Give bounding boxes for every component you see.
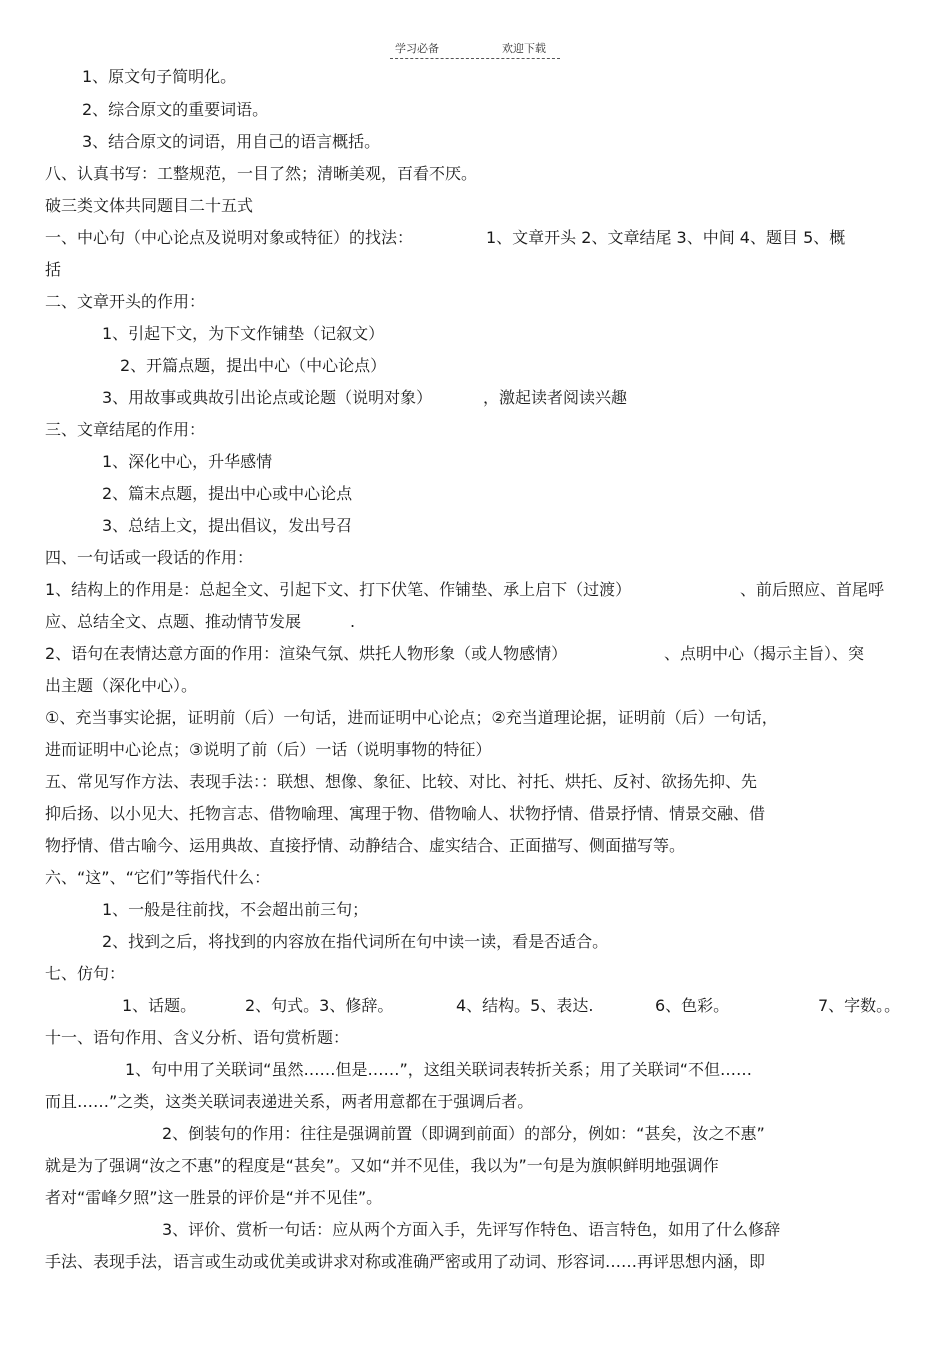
text-line: 、前后照应、首尾呼 <box>740 580 885 599</box>
text-line: 八、认真书写：工整规范，一目了然；清晰美观，百看不厌。 <box>45 164 478 183</box>
text-line: 2、语句在表情达意方面的作用：渲染气氛、烘托人物形象（或人物感情） <box>45 644 568 663</box>
text-line: 2、综合原文的重要词语。 <box>82 100 269 119</box>
text-line: 物抒情、借古喻今、运用典故、直接抒情、动静结合、虚实结合、正面描写、侧面描写等。 <box>45 836 686 855</box>
text-line: 者对“雷峰夕照”这一胜景的评价是“并不见佳”。 <box>45 1188 383 1207</box>
text-line: 进而证明中心论点；③说明了前（后）一话（说明事物的特征） <box>45 740 492 759</box>
text-line: 五、常见写作方法、表现手法：：联想、想像、象征、比较、对比、衬托、烘托、反衬、欲扬先抑、先 <box>45 772 758 791</box>
text-line: 破三类文体共同题目二十五式 <box>45 196 254 215</box>
text-line: 三、文章结尾的作用： <box>45 420 206 439</box>
text-line: 一、中心句（中心论点及说明对象或特征）的找法： <box>45 228 414 247</box>
text-line: 括 <box>45 260 62 279</box>
text-line: 1、一般是往前找，不会超出前三句； <box>102 900 369 919</box>
text-line: 就是为了强调“汝之不惠”的程度是“甚矣”。又如“并不见佳，我以为”一句是为旗帜鲜明地强调作 <box>45 1156 719 1175</box>
text-line: 1、结构上的作用是：总起全文、引起下文、打下伏笔、作铺垫、承上启下（过渡） <box>45 580 632 599</box>
text-line: 3、用故事或典故引出论点或论题（说明对象） <box>102 388 433 407</box>
text-line: 1、引起下文，为下文作铺垫（记叙文） <box>102 324 385 343</box>
text-line: 六、“这”、“它们”等指代什么： <box>45 868 271 887</box>
text-line: 2、句式。3、修辞。 <box>245 996 394 1015</box>
text-line: 出主题（深化中心）。 <box>45 676 198 695</box>
text-line: 二、文章开头的作用： <box>45 292 206 311</box>
text-line: 3、评价、赏析一句话：应从两个方面入手，先评写作特色、语言特色，如用了什么修辞 <box>162 1220 781 1239</box>
text-line: 3、结合原文的词语，用自己的语言概括。 <box>82 132 381 151</box>
text-line: 、点明中心（揭示主旨）、突 <box>664 644 865 663</box>
text-line: 应、总结全文、点题、推动情节发展 <box>45 612 302 631</box>
text-line: 而且……”之类，这类关联词表递进关系，两者用意都在于强调后者。 <box>45 1092 534 1111</box>
text-line: 1、深化中心，升华感情 <box>102 452 273 471</box>
text-line: 七、仿句： <box>45 964 126 983</box>
text-line: 1、话题。 <box>122 996 197 1015</box>
text-line: 十一、语句作用、含义分析、语句赏析题： <box>45 1028 350 1047</box>
header-left-text: 学习必备 <box>395 42 439 55</box>
text-line: 6、色彩。 <box>655 996 730 1015</box>
text-line: ，激起读者阅读兴趣 <box>483 388 628 407</box>
text-line: 3、总结上文，提出倡议，发出号召 <box>102 516 353 535</box>
text-line: 抑后扬、以小见大、托物言志、借物喻理、寓理于物、借物喻人、状物抒情、借景抒情、情景交融、借 <box>45 804 766 823</box>
page-header <box>390 38 560 59</box>
text-line: 2、开篇点题，提出中心（中心论点） <box>120 356 387 375</box>
text-line: . <box>350 612 356 631</box>
text-line: 1、原文句子简明化。 <box>82 67 237 86</box>
text-line: 2、倒装句的作用：往往是强调前置（即调到前面）的部分，例如：“甚矣，汝之不惠” <box>162 1124 765 1143</box>
text-line: 1、句中用了关联词“虽然……但是……”，这组关联词表转折关系；用了关联词“不但…… <box>125 1060 753 1079</box>
text-line: ①、充当事实论据，证明前（后）一句话，进而证明中心论点；②充当道理论据，证明前（后）一句话， <box>45 708 778 727</box>
text-line: 7、字数。。 <box>818 996 901 1015</box>
text-line: 2、篇末点题，提出中心或中心论点 <box>102 484 353 503</box>
text-line: 2、找到之后，将找到的内容放在指代词所在句中读一读，看是否适合。 <box>102 932 609 951</box>
text-line: 四、一句话或一段话的作用： <box>45 548 254 567</box>
header-right-text: 欢迎下载 <box>502 42 546 55</box>
text-line: 手法、表现手法，语言或生动或优美或讲求对称或准确严密或用了动词、形容词……再评思想内涵，即 <box>45 1252 766 1271</box>
text-line: 1、文章开头 2、文章结尾 3、中间 4、题目 5、概 <box>486 228 846 247</box>
text-line: 4、结构。5、表达. <box>456 996 594 1015</box>
